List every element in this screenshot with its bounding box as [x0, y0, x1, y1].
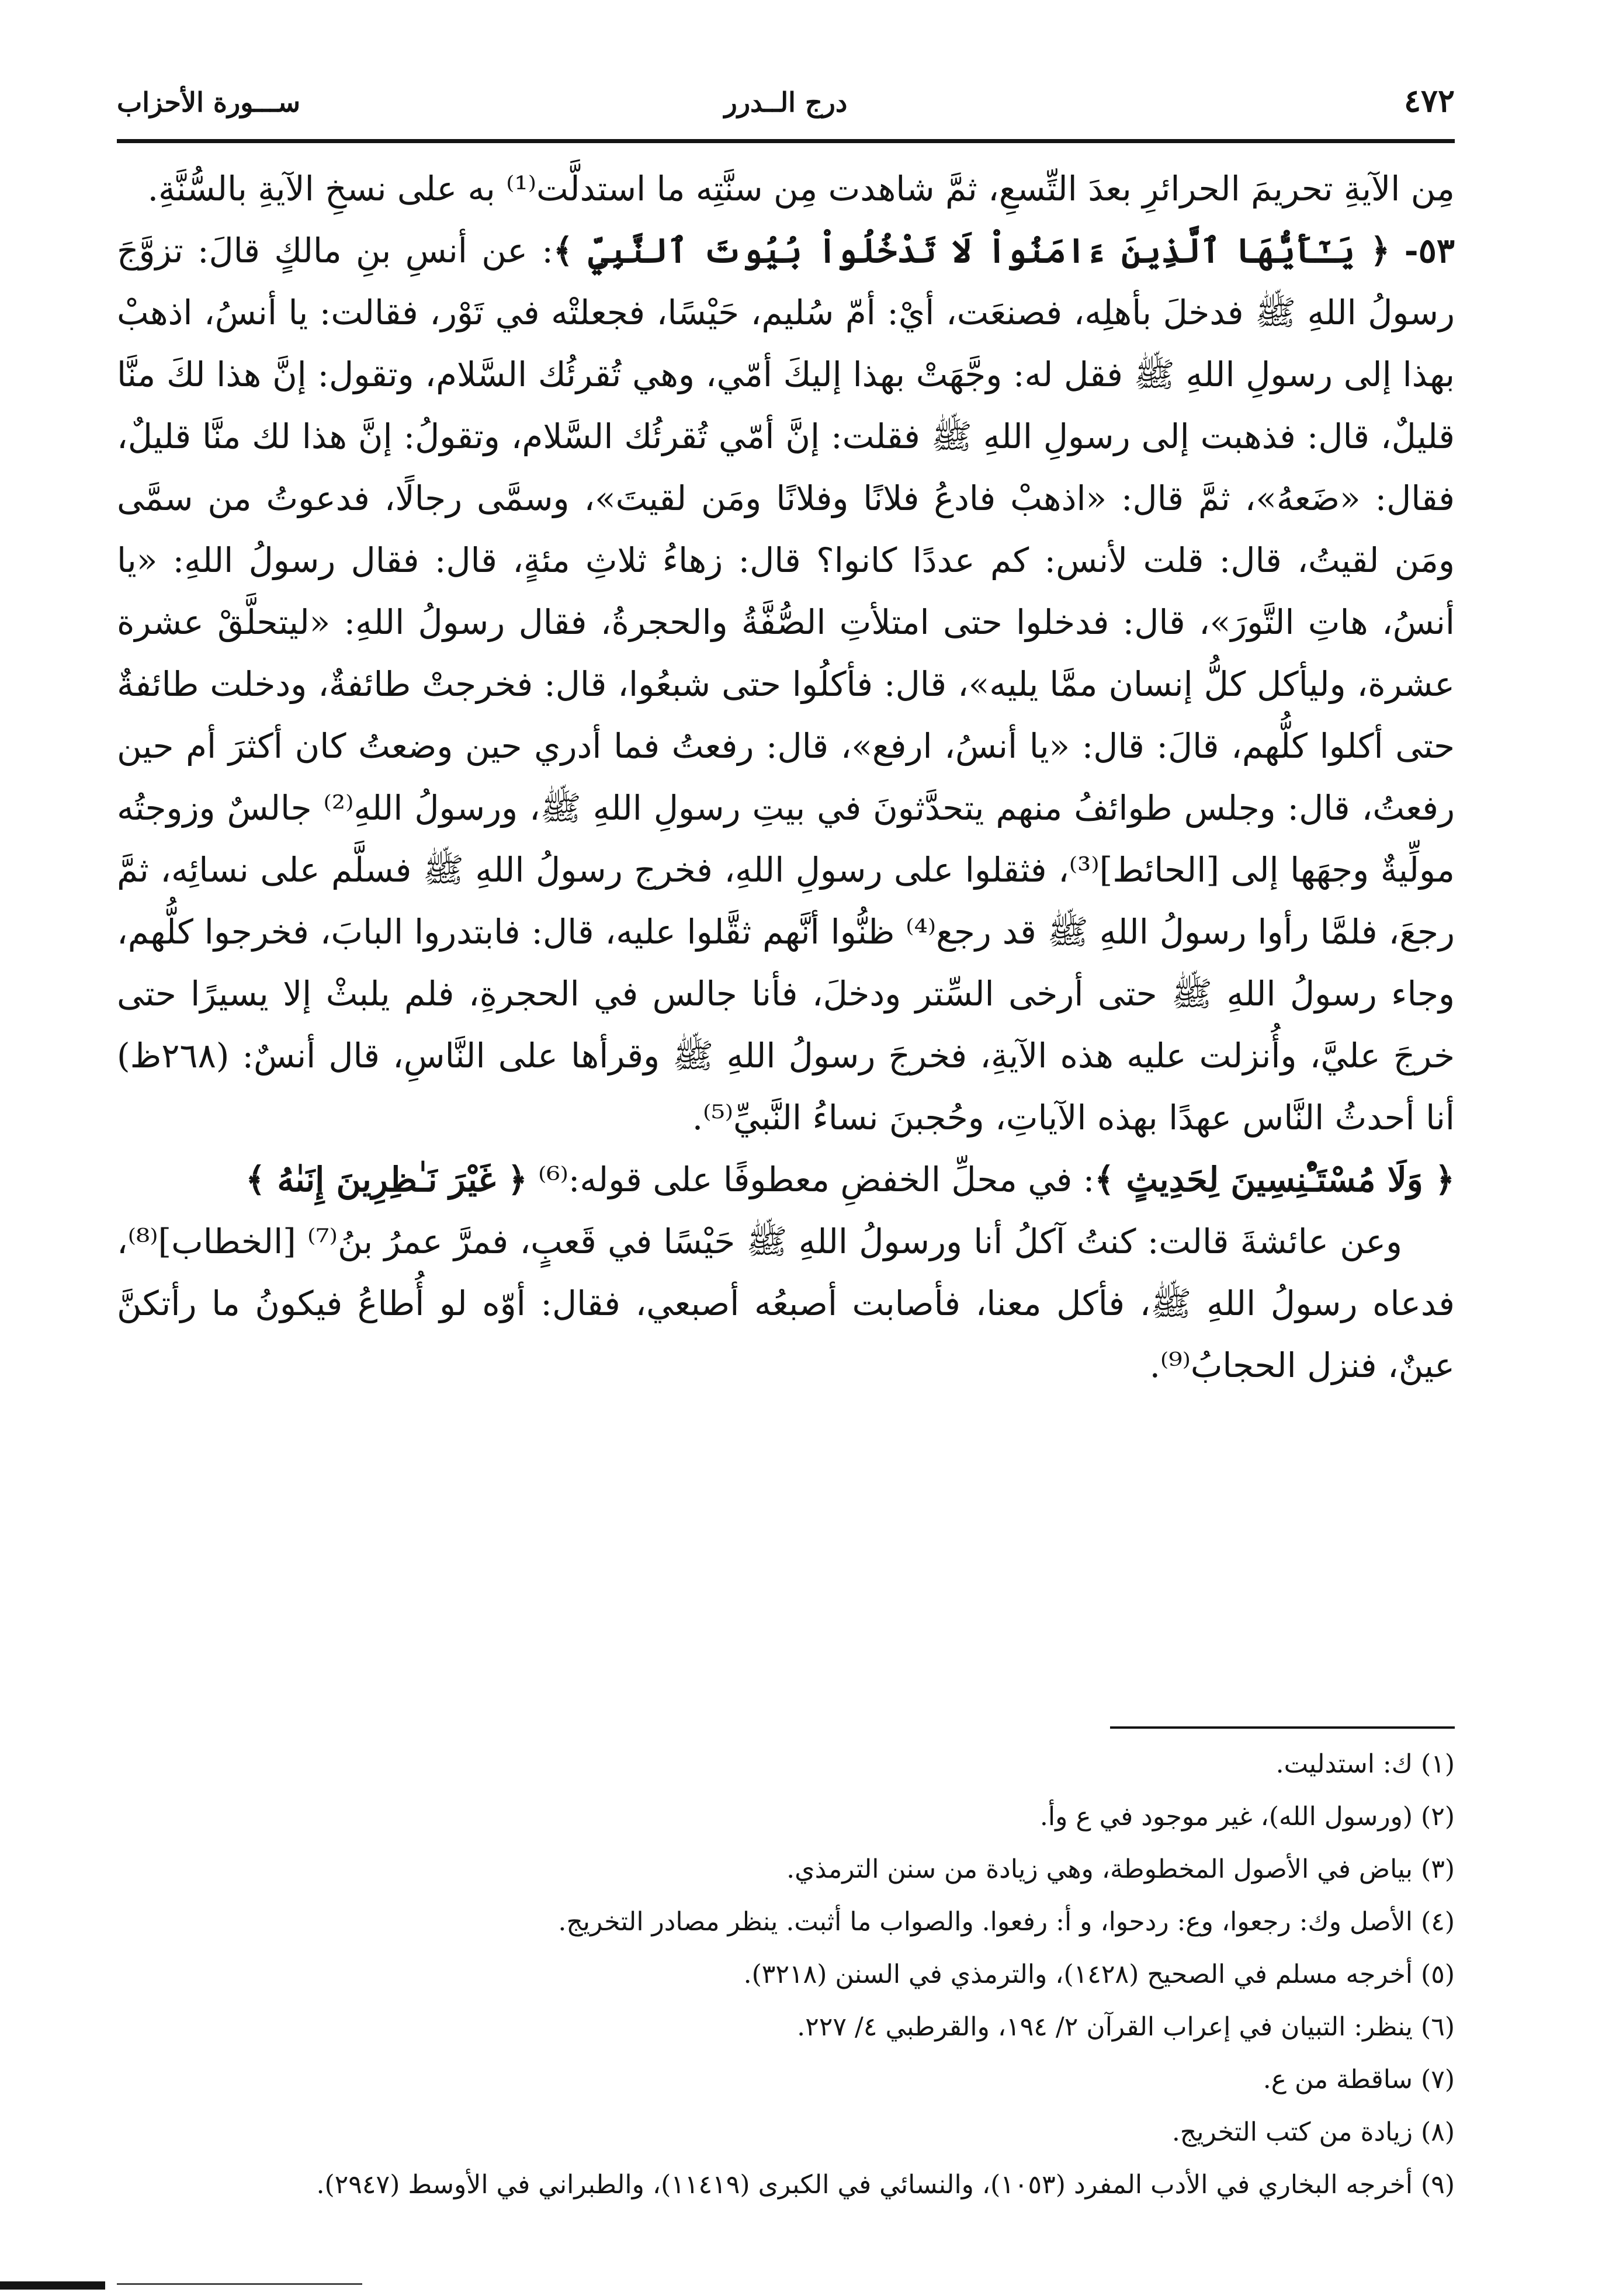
scan-edge-mark — [0, 2281, 105, 2290]
running-header — [117, 82, 1455, 140]
main-text — [117, 158, 1455, 1396]
grammar-note: : في محلِّ الخفضِ معطوفًا على قوله:⁽⁶⁾ — [538, 1160, 1095, 1199]
verse-number: ٥٣- — [1404, 231, 1455, 270]
footnotes — [117, 1738, 1455, 2211]
footnote-divider — [1110, 1726, 1455, 1729]
hadith-text: : عن أنسِ بنِ مالكٍ قالَ: تزوَّجَ رسولُ اللهِ ﷺ فدخلَ بأهلِه، فصنعَت، أيْ: أمّ سُليم، حَيْسًا، فجعلتْه في تَوْر، فقالت: يا أنسُ، اذهبْ بهذا إلى رسولِ اللهِ ﷺ فقل له: وجَّهَتْ بهذا إليكَ أمّي، وهي تُقرئُك السَّلام، وتقول: إنَّ هذا لكَ منَّا قليلٌ، قال: فذهبت إلى رسولِ اللهِ ﷺ فقلت: إنَّ أمّي تُقرئُك السَّلام، وتقولُ: إنَّ هذا لك منَّا قليلٌ، فقال: «ضَعهُ»، ثمَّ قال: «اذهبْ فادعُ فلانًا وفلانًا ومَن لقيتَ»، وسمَّى رجالًا، فدعوتُ من سمَّى ومَن لقيتُ، قال: قلت لأنس: كم عددًا كانوا؟ قال: زهاءُ ثلاثِ مئةٍ، قال: فقال رسولُ اللهِ: «يا أنسُ، هاتِ التَّورَ»، قال: فدخلوا حتى امتلأتِ الصُّفَّةُ والحجرةُ، فقال رسولُ اللهِ: «ليتحلَّقْ عشرة عشرة، وليأكل كلُّ إنسان ممَّا يليه»، قال: فأكلُوا حتى شبعُوا، قال: فخرجتْ طائفةٌ، ودخلت طائفةٌ حتى أكلوا كلُّهم، قالَ: قال: «يا أنسُ، ارفع»، قال: رفعتُ فما أدري حين وضعتُ كان أكثرَ أم حين رفعتُ، قال: وجلس طوائفُ منهم يتحدَّثونَ في بيتِ رسولِ اللهِ ﷺ، ورسولُ اللهِ⁽²⁾ جالسٌ وزوجتُه مولِّيةٌ وجهَها إلى [الحائط]⁽³⁾، فثقلوا على رسولِ اللهِ، فخرج رسولُ اللهِ ﷺ فسلَّم على نسائِه، ثمَّ رجعَ، فلمَّا رأوا رسولُ اللهِ ﷺ قد رجع⁽⁴⁾ ظنُّوا أنَّهم ثقَّلوا عليه، قال: فابتدروا البابَ، فخرجوا كلُّهم، وجاء رسولُ اللهِ ﷺ حتى أرخى السِّتر ودخلَ، فأنا جالس في الحجرةِ، فلم يلبثْ إلا يسيرًا حتى خرجَ عليَّ، وأُنزلت عليه هذه الآيةِ، فخرجَ رسولُ اللهِ ﷺ وقرأها على النَّاسِ، قال أنسٌ: (٢٦٨ظ) أنا أحدثُ النَّاس عهدًا بهذه الآياتِ، وحُجبنَ نساءُ النَّبيِّ⁽⁵⁾. — [117, 231, 1455, 1137]
book-title: درج الــدرر — [724, 86, 848, 118]
footnote: (٧) ساقطة من ع. — [1263, 2065, 1455, 2094]
header-divider — [117, 139, 1455, 143]
quran-verse: ﴿ يَـٰٓأَيُّهَا ٱلَّذِينَ ءَامَنُواْ لَا تَدْخُلُواْ بُيُوتَ ٱلنَّبِيِّ ﴾ — [553, 231, 1390, 270]
footnote: (٣) بياض في الأصول المخطوطة، وهي زيادة من سنن الترمذي. — [786, 1854, 1455, 1884]
footnote: (٢) (ورسول الله)، غير موجود في ع وأ. — [1039, 1802, 1455, 1832]
paragraph-verse-53 — [117, 220, 1455, 1149]
quran-verse-part-2: ﴿ غَيْرَ نَـٰظِرِينَ إِنَىٰهُ ﴾ — [245, 1160, 528, 1199]
page-number: ٤٧٢ — [1403, 82, 1455, 119]
paragraph-1: مِن الآيةِ تحريمَ الحرائرِ بعدَ التِّسعِ، ثمَّ شاهدت مِن سنَّتِه ما استدلَّت⁽¹⁾ به على نسخِ الآيةِ بالسُّنَّةِ. — [147, 169, 1455, 209]
footnote: (٦) ينظر: التبيان في إعراب القرآن ٢/ ١٩٤، والقرطبي ٤/ ٢٢٧. — [797, 2012, 1455, 2042]
scan-edge-line — [117, 2283, 362, 2285]
paragraph-verse-part — [117, 1149, 1455, 1211]
footnote: (٥) أخرجه مسلم في الصحيح (١٤٢٨)، والترمذي في السنن (٣٢١٨). — [743, 1959, 1455, 1989]
footnote: (٨) زيادة من كتب التخريج. — [1171, 2117, 1455, 2147]
paragraph-aisha: وعن عائشةَ قالت: كنتُ آكلُ أنا ورسولُ اللهِ ﷺ حَيْسًا في قَعبٍ، فمرَّ عمرُ بنُ⁽⁷⁾ [الخطاب]⁽⁸⁾، فدعاه رسولُ اللهِ ﷺ، فأكل معنا، فأصابت أصبعُه أصبعي، فقال: أوّه لو أُطاعُ فيكونُ ما رأتكنَّ عينٌ، فنزل الحجابُ⁽⁹⁾. — [117, 1222, 1455, 1385]
footnote: (٤) الأصل وك: رجعوا، وع: ردحوا، و أ: رفعوا. والصواب ما أثبت. ينظر مصادر التخريج. — [558, 1907, 1455, 1937]
surah-name: ســـورة الأحزاب — [117, 86, 300, 118]
footnote: (١) ك: استدليت. — [1275, 1749, 1455, 1779]
footnote: (٩) أخرجه البخاري في الأدب المفرد (١٠٥٣)، والنسائي في الكبرى (١١٤١٩)، والطبراني في الأوسط (٢٩٤٧). — [316, 2170, 1455, 2200]
quran-verse-part: ﴿ وَلَا مُسْتَـْٔنِسِينَ لِحَدِيثٍ ﴾ — [1094, 1160, 1455, 1199]
